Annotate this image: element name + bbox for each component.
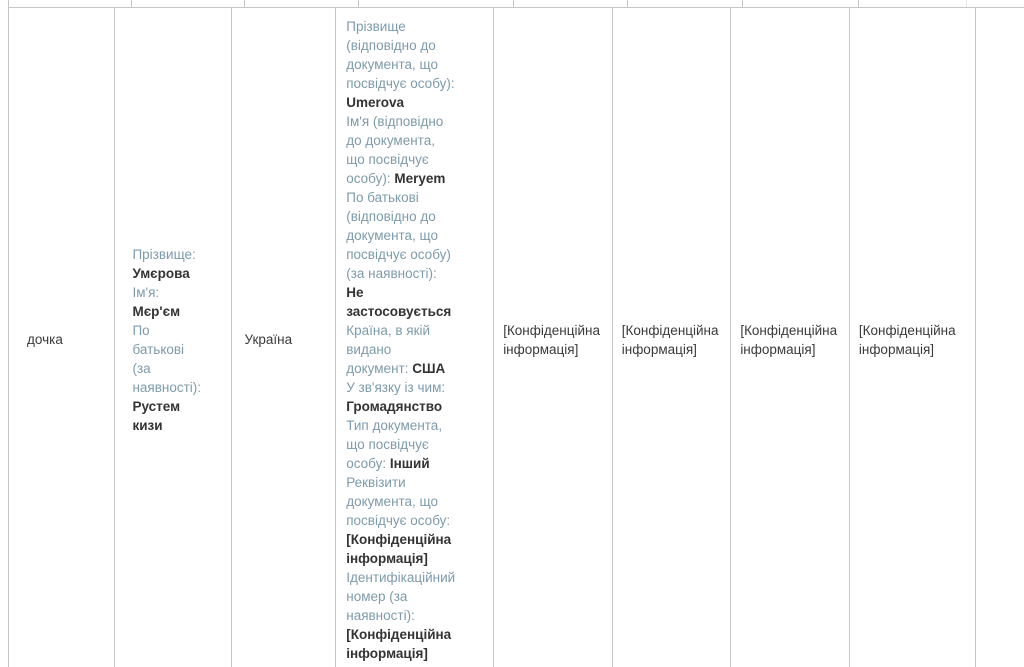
field-pair	[132, 245, 203, 283]
cell-confidential-2	[612, 8, 731, 667]
field-value: Громадянство	[346, 398, 443, 414]
field-pair	[346, 112, 455, 188]
previous-row-fragment	[8, 0, 1024, 7]
field-value: Умєрова	[132, 265, 190, 281]
field-value: Мєр'єм	[132, 303, 181, 319]
relation-text: дочка	[27, 332, 63, 347]
field-value: США	[412, 360, 446, 376]
field-pair	[346, 473, 455, 568]
cell-confidential-4	[849, 8, 976, 667]
cell-citizenship	[231, 8, 336, 667]
field-pair	[346, 17, 455, 112]
empty-cell	[513, 0, 628, 7]
empty-cell	[9, 0, 132, 7]
empty-cell	[859, 0, 967, 7]
empty-cell	[742, 0, 858, 7]
field-label: Ім'я:	[132, 284, 160, 300]
field-pair	[346, 188, 455, 321]
field-value: Meryem	[394, 170, 446, 186]
field-value: Рустем кизи	[132, 398, 181, 433]
field-label: Ідентифікаційний номер (за наявності):	[346, 569, 456, 623]
citizenship-text: Україна	[244, 332, 293, 347]
field-label: Прізвище:	[132, 246, 196, 262]
field-label: У зв'язку із чим:	[346, 379, 446, 395]
table-row	[9, 8, 1024, 667]
table-row	[9, 0, 1024, 7]
cell-identity-document	[336, 8, 494, 667]
confidential-text: [Конфіденційна інформація]	[740, 322, 838, 357]
empty-cell	[359, 0, 514, 7]
empty-cell	[132, 0, 245, 7]
field-pair	[346, 568, 455, 663]
field-label: Тип документа, що посвідчує особу:	[346, 417, 443, 471]
field-label: Ім'я (відповідно до документа, що посвідчує особу):	[346, 113, 444, 186]
field-value: Не застосовується	[346, 284, 452, 319]
confidential-text: [Конфіденційна інформація]	[621, 322, 719, 357]
field-label: Прізвище (відповідно до документа, що посвідчує особу):	[346, 18, 455, 91]
field-label: Реквізити документа, що посвідчує особу:	[346, 474, 451, 528]
cell-full-name	[115, 8, 231, 667]
cell-relation	[9, 8, 115, 667]
cell-confidential-1	[494, 8, 613, 667]
empty-cell	[967, 0, 1024, 7]
confidential-text: [Конфіденційна інформація]	[503, 322, 600, 357]
cell-offscreen	[976, 8, 1024, 667]
field-label: По батькові (за наявності):	[132, 322, 202, 395]
field-label: По батькові (відповідно до документа, що посвідчує особу) (за наявності):	[346, 189, 451, 281]
field-value: [Конфіденційна інформація]	[346, 531, 452, 566]
field-pair	[346, 321, 455, 378]
field-value: Umerova	[346, 94, 405, 110]
field-value: Інший	[389, 455, 430, 471]
empty-cell	[244, 0, 359, 7]
family-member-row-table	[8, 7, 1024, 667]
field-value: [Конфіденційна інформація]	[346, 626, 452, 661]
field-pair	[346, 416, 455, 473]
field-label: Країна, в якій видано документ:	[346, 322, 431, 376]
field-pair	[346, 378, 455, 416]
empty-cell	[628, 0, 743, 7]
confidential-text: [Конфіденційна інформація]	[858, 322, 956, 357]
field-pair	[132, 321, 203, 435]
cell-confidential-3	[731, 8, 850, 667]
field-pair	[132, 283, 203, 321]
